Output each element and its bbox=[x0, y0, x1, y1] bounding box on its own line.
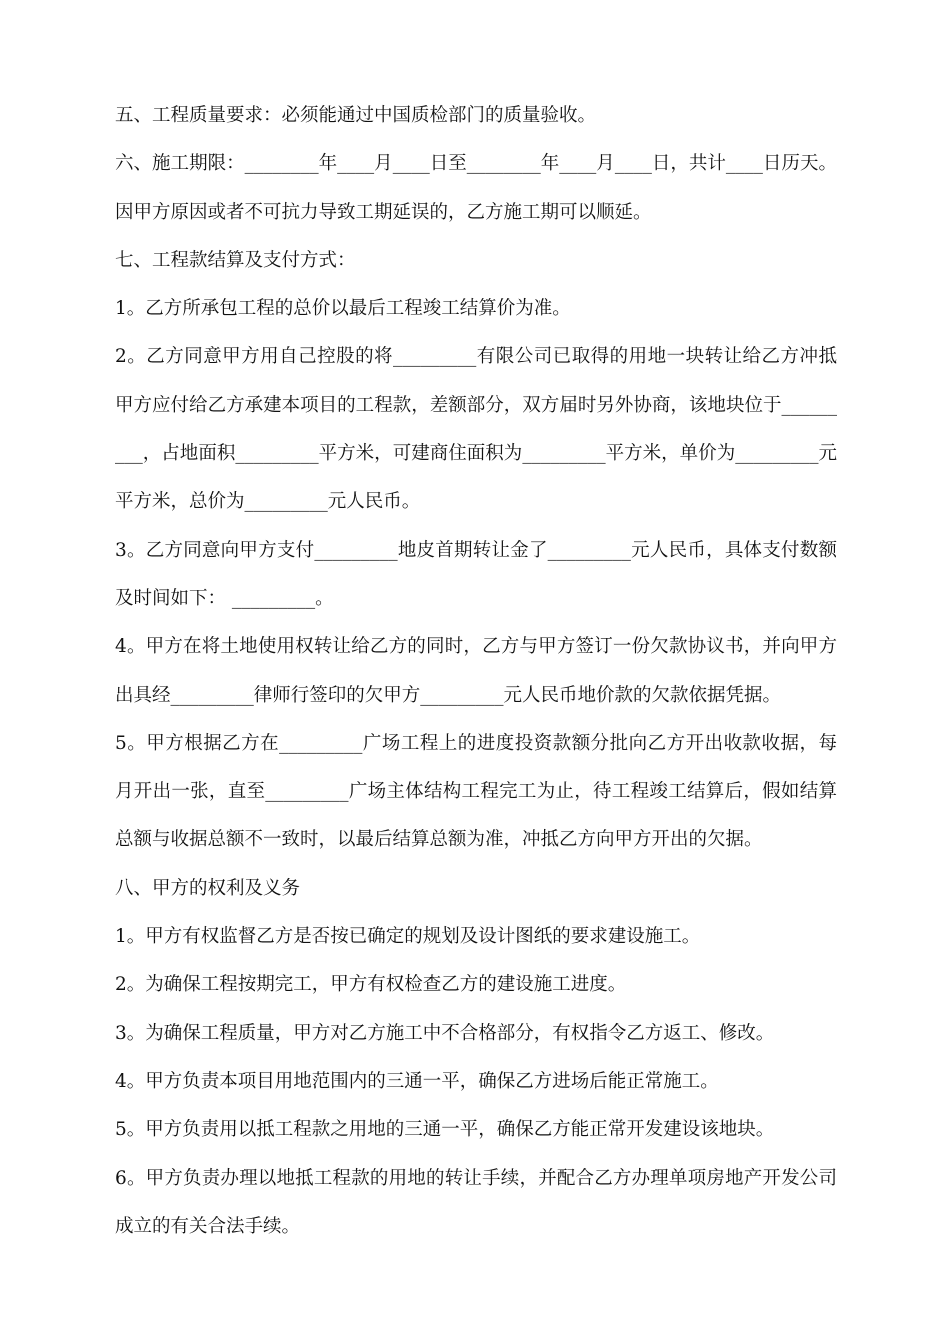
clause-7-item-5: 5。甲方根据乙方在_________广场工程上的进度投资款额分批向乙方开出收款收据，每月开出一张，直至_________广场主体结构工程完工为止，待工程竣工结算后，假如结算总额与收据总额不一致时，以最后结算总额为准，冲抵乙方向甲方开出的欠据。 bbox=[115, 732, 837, 851]
clause-8-item-1: 1。甲方有权监督乙方是否按已确定的规划及设计图纸的要求建设施工。 bbox=[115, 926, 701, 948]
clause-6-schedule: 六、施工期限：________年____月____日至________年____月____日，共计____日历天。因甲方原因或者不可抗力导致工期延误的，乙方施工期可以顺延。 bbox=[115, 153, 837, 223]
document-body bbox=[115, 92, 837, 1251]
clause-8-heading: 八、甲方的权利及义务 bbox=[115, 877, 301, 899]
clause-8-item-2: 2。为确保工程按期完工，甲方有权检查乙方的建设施工进度。 bbox=[115, 974, 627, 996]
clause-8-item-3: 3。为确保工程质量，甲方对乙方施工中不合格部分，有权指令乙方返工、修改。 bbox=[115, 1022, 775, 1044]
clause-8-item-4: 4。甲方负责本项目用地范围内的三通一平，确保乙方进场后能正常施工。 bbox=[115, 1070, 719, 1092]
clause-7-item-4: 4。甲方在将土地使用权转让给乙方的同时，乙方与甲方签订一份欠款协议书，并向甲方出具经_________律师行签印的欠甲方_________元人民币地价款的欠款依据凭据。 bbox=[115, 636, 837, 706]
clause-8-item-5: 5。甲方负责用以抵工程款之用地的三通一平，确保乙方能正常开发建设该地块。 bbox=[115, 1119, 775, 1141]
clause-7-item-1: 1。乙方所承包工程的总价以最后工程竣工结算价为准。 bbox=[115, 298, 571, 320]
clause-8-item-6: 6。甲方负责办理以地抵工程款的用地的转让手续，并配合乙方办理单项房地产开发公司成立的有关合法手续。 bbox=[115, 1167, 837, 1237]
clause-5-quality: 五、工程质量要求：必须能通过中国质检部门的质量验收。 bbox=[115, 105, 597, 126]
clause-7-heading: 七、工程款结算及支付方式： bbox=[115, 249, 356, 271]
clause-7-item-2: 2。乙方同意甲方用自己控股的将_________有限公司已取得的用地一块转让给乙方冲抵甲方应付给乙方承建本项目的工程款，差额部分，双方届时另外协商，该地块位于_________，占地面积_________平方米，可建商住面积为_________平方米，单价为_________元平方米，总价为_________元人民币。 bbox=[115, 346, 837, 513]
clause-7-item-3: 3。乙方同意向甲方支付_________地皮首期转让金了_________元人民币，具体支付数额及时间如下： _________。 bbox=[115, 539, 837, 609]
